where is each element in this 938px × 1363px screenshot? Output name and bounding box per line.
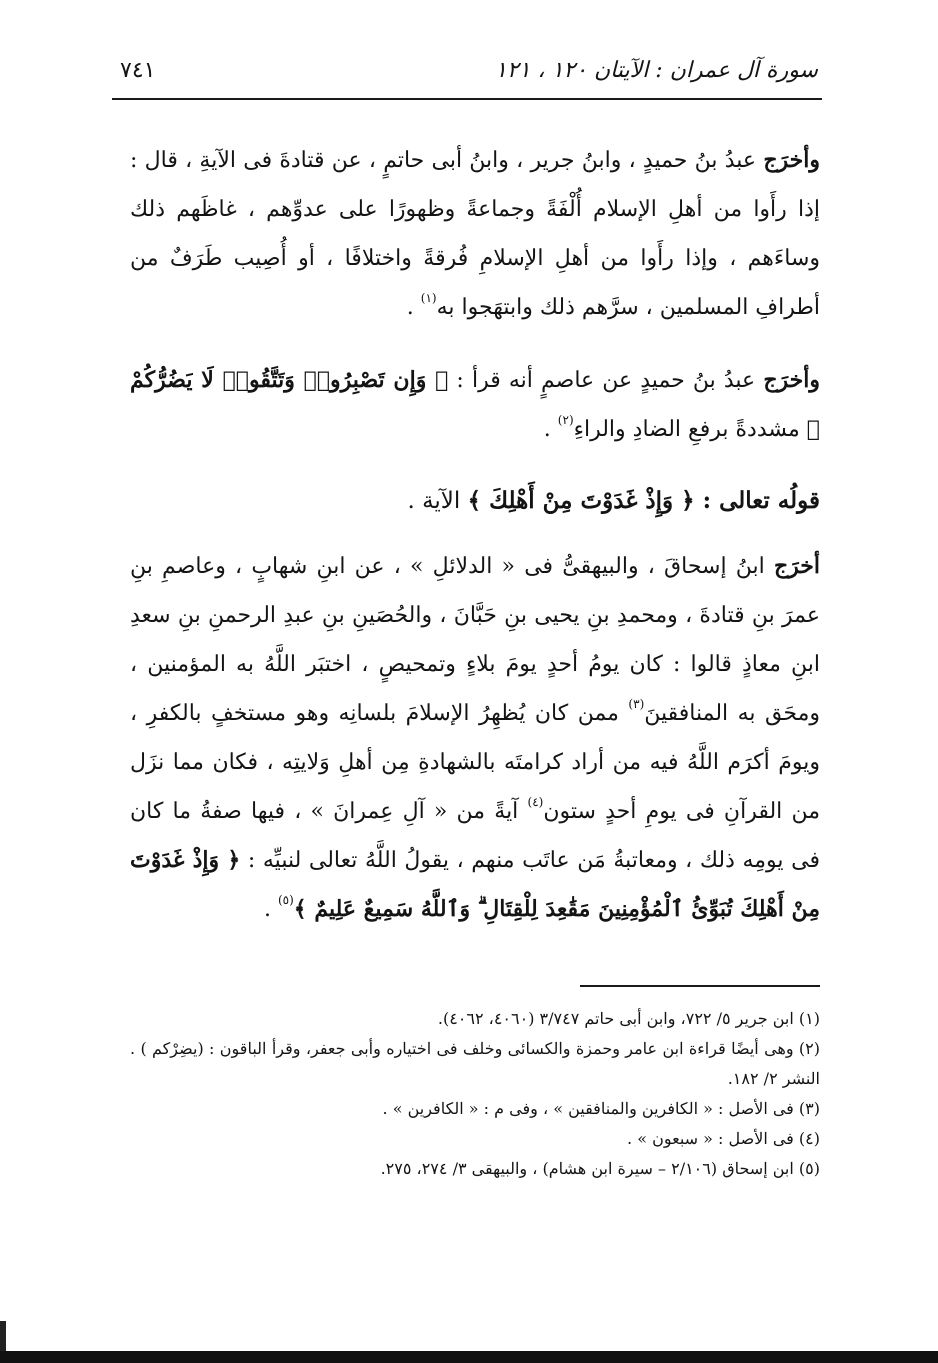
footnote-5: (٥) ابن إسحاق (٢/١٠٦ – سيرة ابن هشام) ، والبيهقى ٣/ ٢٧٤، ٢٧٥. [380,1159,820,1178]
paragraph-part-2: ممن كان يُظهِرُ الإسلامَ بلسانِه وهو مستخفٍ بالكفرِ ، ويومَ أكرَم اللَّهُ فيه من أراد كرامتَه بالشهادةِ مِن أهلِ وَلايتِه ، فكان مما نزَل من القرآنِ فى يومِ أحدٍ ستون [130,701,820,824]
paragraph-end: . [543,417,558,442]
paragraph-text: عبدُ بنُ حميدٍ ، وابنُ جرير ، وابنُ أبى حاتمٍ ، عن قتادةَ فى الآيةِ ، قال : إذا رأَوا من أهلِ الإسلام أُلْفَةً وجماعةً وظهورًا على عدوِّهم ، غاظَهم ذلك وساءَهم ، وإذا رأَوا من أهلِ الإسلامِ فُرقةً واختلافًا ، أو أُصِيب طَرَفٌ من أطرافِ المسلمين ، سرَّهم ذلك وابتهَجوا به [130,148,820,320]
quran-verse: ﴿ وَإِذْ غَدَوْتَ مِنْ أَهْلِكَ تُبَوِّئُ ٱلْمُؤْمِنِينَ مَقَٰعِدَ لِلْقِتَالِ ۗ وَٱللَّهُ سَمِيعٌ عَلِيمٌ ﴾ [130,847,820,922]
footnote-separator [580,985,820,987]
footnote-ref-1[interactable]: (١) [420,291,437,305]
paragraph-lead: أخرَج [773,553,820,579]
footnote-ref-3[interactable]: (٣) [628,697,645,711]
footnote-ref-2[interactable]: (٢) [557,413,574,427]
paragraph-part-1: ابنُ إسحاقَ ، والبيهقىُّ فى « الدلائلِ » ، عن ابنِ شهابٍ ، وعاصمِ بنِ عمرَ بنِ قتادةَ ، ومحمدِ بنِ يحيى بنِ حَبَّانَ ، والحُصَينِ بنِ عبدِ الرحمنِ بنِ سعدِ ابنِ معاذٍ قالوا : كان يومُ أحدٍ يومَ بلاءٍ وتمحيصٍ ، اختبَر اللَّهُ به المؤمنين ، ومحَق به المنافقينَ [130,554,820,726]
footnote-ref-4[interactable]: (٤) [527,795,544,809]
paragraph-end: . [406,295,421,320]
paragraph-asim [130,356,820,454]
footnote-2: (٢) وهى أيضًا قراءة ابن عامر وحمزة والكسائى وخلف فى اختياره وأبى جعفر، وقرأ الباقون : (يضِرْكم ) . النشر ٢/ ١٨٢. [130,1039,820,1088]
paragraph-part-3: آيةً من « آلِ عِمرانَ » ، فيها صفةُ ما كان فى يومِه ذلك ، ومعاتبةُ مَن عاتَب منهم ، يقولُ اللَّهُ تعالى لنبيِّه : [130,799,820,873]
page-number: ٧٤١ [120,58,156,83]
footnote-3: (٣) فى الأصل : « الكافرين والمنافقين » ، وفى م : « الكافرين » . [382,1099,820,1118]
paragraph-lead: وأخرَج [763,147,820,173]
heading-lead: قولُه تعالى : [702,487,820,514]
heading-tail: الآية . [407,488,468,514]
quran-verse: ﴿ وَإِن تَصْبِرُوا۟ وَتَتَّقُوا۟ لَا يَضُرُّكُمْ ﴾ [130,367,820,442]
paragraph-uhud [130,542,820,934]
heading-verse: ﴿ وَإِذْ غَدَوْتَ مِنْ أَهْلِكَ ﴾ [467,487,703,514]
footnotes [130,1004,820,1184]
paragraph-lead: وأخرَج [763,367,820,393]
footnote-1: (١) ابن جرير ٥/ ٧٢٢، وابن أبى حاتم ٣/٧٤٧ (٤٠٦٠، ٤٠٦٢). [437,1009,820,1028]
footnote-ref-5[interactable]: (٥) [277,893,294,907]
scan-edge-corner [0,1321,6,1351]
paragraph-qatada [130,136,820,332]
running-header [120,52,818,96]
header-rule [112,98,822,100]
paragraph-end: . [263,897,278,922]
scan-edge [0,1351,938,1363]
footnote-4: (٤) فى الأصل : « سبعون » . [627,1129,820,1148]
paragraph-text: عبدُ بنُ حميدٍ عن عاصمٍ أنه قرأ : [448,368,764,393]
header-title: سورة آل عمران : الآيتان ١٢٠ ، ١٢١ [495,58,818,83]
paragraph-text-2: مشددةً برفعِ الضادِ والراءِ [573,417,807,442]
verse-heading [130,476,820,526]
